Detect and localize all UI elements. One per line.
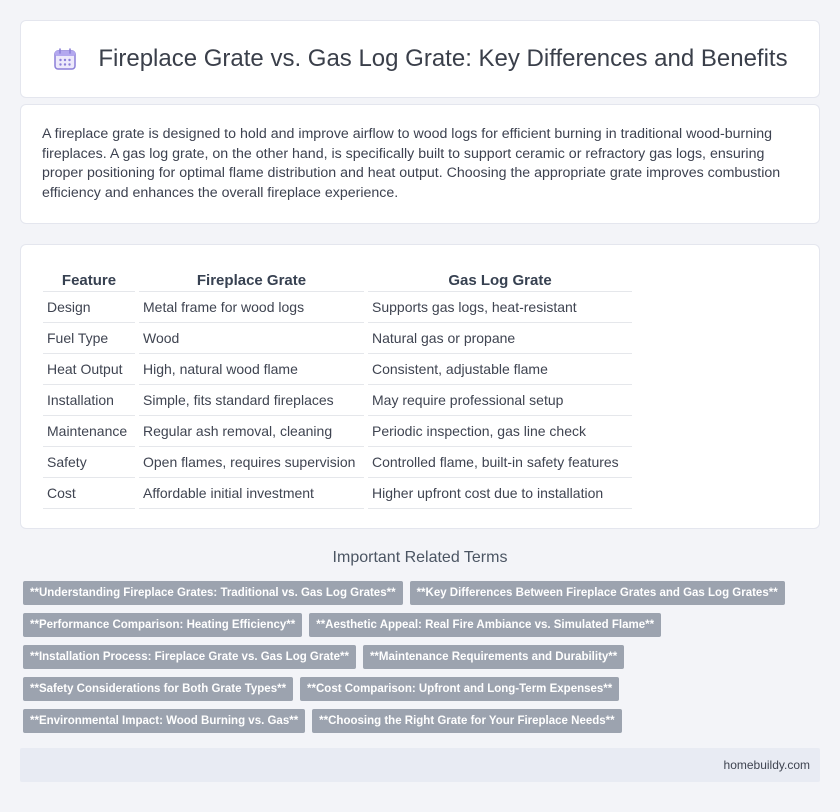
related-term-tag[interactable]: **Maintenance Requirements and Durability**	[363, 645, 624, 669]
tag-row	[23, 581, 823, 605]
related-term-tag[interactable]: **Key Differences Between Fireplace Grates and Gas Log Grates**	[410, 581, 785, 605]
table-row	[43, 385, 632, 416]
header-card	[20, 20, 820, 98]
fireplace-grate-cell: Simple, fits standard fireplaces	[139, 385, 364, 416]
gas-log-grate-cell: Periodic inspection, gas line check	[368, 416, 632, 447]
table-header-row	[43, 265, 632, 292]
related-term-tag[interactable]: **Cost Comparison: Upfront and Long-Term Expenses**	[300, 677, 619, 701]
feature-cell: Heat Output	[43, 354, 135, 385]
table-row	[43, 478, 632, 509]
related-term-tag[interactable]: **Safety Considerations for Both Grate Types**	[23, 677, 293, 701]
table-row	[43, 447, 632, 478]
page-title: Fireplace Grate vs. Gas Log Grate: Key Differences and Benefits	[98, 45, 788, 72]
fireplace-grate-cell: Regular ash removal, cleaning	[139, 416, 364, 447]
related-term-tag[interactable]: **Performance Comparison: Heating Efficiency**	[23, 613, 302, 637]
table-row	[43, 354, 632, 385]
gas-log-grate-cell: Higher upfront cost due to installation	[368, 478, 632, 509]
column-header-feature: Feature	[43, 265, 135, 292]
feature-cell: Design	[43, 292, 135, 323]
gas-log-grate-cell: Natural gas or propane	[368, 323, 632, 354]
gas-log-grate-cell: Supports gas logs, heat-resistant	[368, 292, 632, 323]
related-terms-list	[23, 581, 823, 741]
related-terms-title: Important Related Terms	[332, 549, 508, 566]
tag-row	[23, 645, 823, 669]
feature-cell: Installation	[43, 385, 135, 416]
fireplace-grate-cell: Metal frame for wood logs	[139, 292, 364, 323]
feature-cell: Maintenance	[43, 416, 135, 447]
tag-row	[23, 613, 823, 637]
table-row	[43, 292, 632, 323]
footer-site-link[interactable]: homebuildy.com	[723, 758, 810, 772]
comparison-card	[20, 244, 820, 529]
feature-cell: Safety	[43, 447, 135, 478]
column-header-fireplace-grate: Fireplace Grate	[139, 265, 364, 292]
tag-row	[23, 709, 823, 733]
gas-log-grate-cell: Consistent, adjustable flame	[368, 354, 632, 385]
table-row	[43, 416, 632, 447]
footer	[20, 748, 820, 782]
fireplace-grate-cell: High, natural wood flame	[139, 354, 364, 385]
column-header-gas-log-grate: Gas Log Grate	[368, 265, 632, 292]
fireplace-grate-cell: Wood	[139, 323, 364, 354]
related-term-tag[interactable]: **Choosing the Right Grate for Your Fireplace Needs**	[312, 709, 621, 733]
intro-text: A fireplace grate is designed to hold and improve airflow to wood logs for efficient burning in traditional wood-burning fireplaces. A gas log grate, on the other hand, is specifically built to support ceramic or refractory gas logs, ensuring proper positioning for optimal flame distribution and heat output. Choosing the appropriate grate improves combustion efficiency and enhances the overall fireplace experience.	[42, 126, 781, 201]
calendar-icon	[52, 46, 78, 72]
related-term-tag[interactable]: **Environmental Impact: Wood Burning vs. Gas**	[23, 709, 305, 733]
comparison-table	[39, 265, 636, 509]
feature-cell: Cost	[43, 478, 135, 509]
gas-log-grate-cell: Controlled flame, built-in safety features	[368, 447, 632, 478]
fireplace-grate-cell: Open flames, requires supervision	[139, 447, 364, 478]
gas-log-grate-cell: May require professional setup	[368, 385, 632, 416]
fireplace-grate-cell: Affordable initial investment	[139, 478, 364, 509]
feature-cell: Fuel Type	[43, 323, 135, 354]
related-term-tag[interactable]: **Understanding Fireplace Grates: Traditional vs. Gas Log Grates**	[23, 581, 403, 605]
related-term-tag[interactable]: **Aesthetic Appeal: Real Fire Ambiance vs. Simulated Flame**	[309, 613, 661, 637]
intro-card	[20, 104, 820, 224]
table-row	[43, 323, 632, 354]
related-term-tag[interactable]: **Installation Process: Fireplace Grate vs. Gas Log Grate**	[23, 645, 356, 669]
tag-row	[23, 677, 823, 701]
